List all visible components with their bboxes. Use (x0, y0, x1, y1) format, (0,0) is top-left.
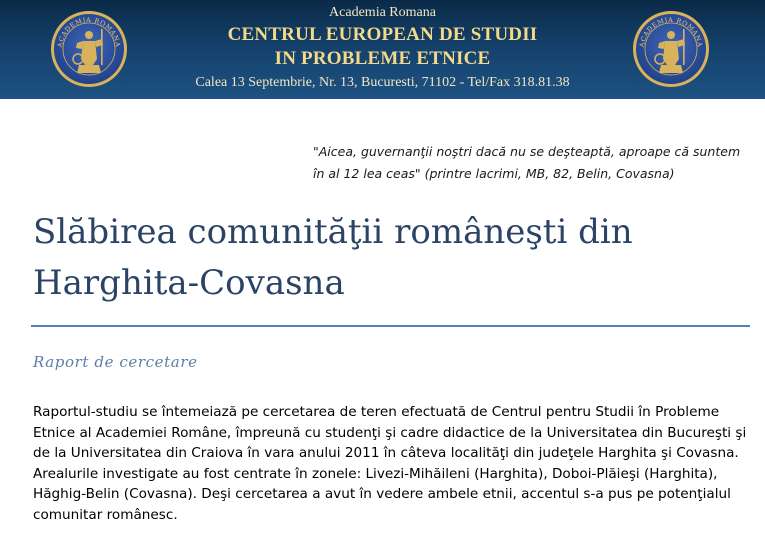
document-subtitle: Raport de cercetare (33, 353, 198, 371)
document-title: Slăbirea comunităţii româneşti din Harghita-Covasna (33, 212, 633, 303)
letterhead-banner (0, 0, 765, 99)
title-divider (31, 325, 750, 327)
svg-text:ACADEMIA ROMANA: ACADEMIA ROMANA (637, 15, 705, 48)
academy-name: Academia Romana (329, 5, 436, 20)
academia-romana-seal-icon (631, 9, 711, 89)
center-title-line1: CENTRUL EUROPEAN DE STUDII (227, 24, 538, 45)
epigraph-quote: "Aicea, guvernanţii noştri dacă nu se deşteaptă, aproape că suntem în al 12 lea ceas" (printre lacrimi, MB, 82, Belin, Covasna) (313, 144, 741, 181)
center-address: Calea 13 Septembrie, Nr. 13, Bucuresti, 71102 - Tel/Fax 318.81.38 (195, 75, 570, 90)
center-title-line2: IN PROBLEME ETNICE (274, 48, 491, 69)
svg-text:ACADEMIA ROMANA: ACADEMIA ROMANA (55, 15, 123, 48)
abstract-paragraph: Raportul-studiu se întemeiază pe cercetarea de teren efectuată de Centrul pentru Studii în Probleme Etnice al Academiei Române, împreună cu studenţi şi cadre didactice de la Universitatea din Bucureşti şi de la Universitatea din Craiova în vara anului 2011 în câteva localităţi din judeţele Harghita şi Covasna. Arealurile investigate au fost centrate în zonele: Livezi-Mihăileni (Harghita), Doboi-Plăieşi (Harghita), Hăghig-Belin (Covasna). Deşi cercetarea a avut în vedere ambele etnii, accentul s-a pus pe potenţialul comunitar românesc. (33, 404, 747, 523)
